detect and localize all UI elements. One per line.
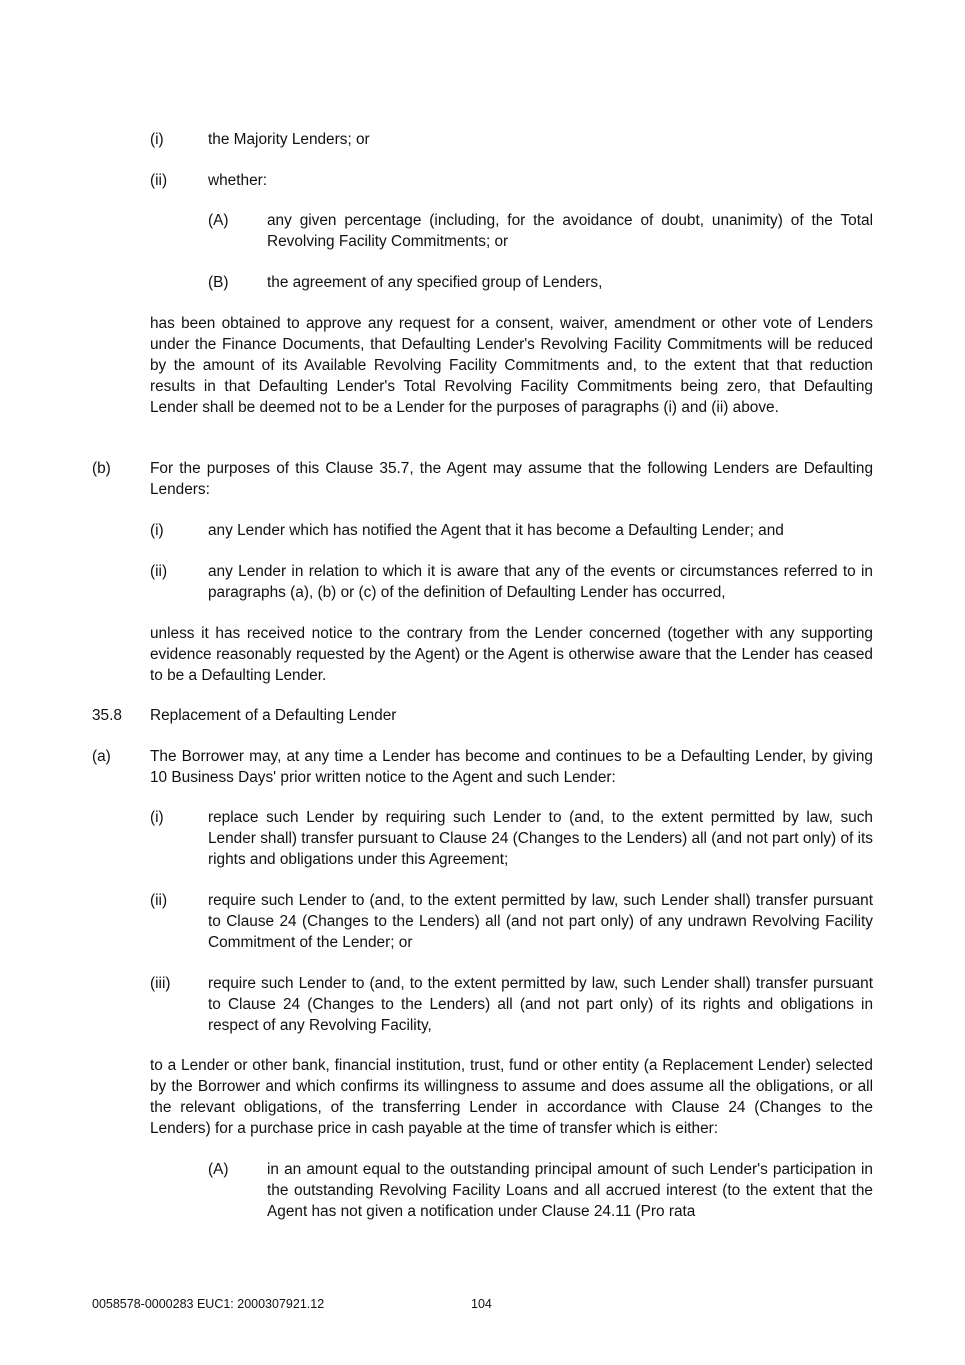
list-item-text: whether:	[208, 172, 268, 189]
section-number: 35.8	[92, 707, 122, 724]
footer-doc-id: 0058578-0000283 EUC1: 2000307921.12	[92, 1297, 325, 1311]
paragraph: has been obtained to approve any request for a consent, waiver, amendment or other vote of Lenders under the Finance Documents, that Defaulting Lender's Revolving Facility Commitments will be reduced by the amount of its Available Revolving Facility Commitments and, to the extent that that reduction results in that Defaulting Lender's Total Revolving Facility Commitments being zero, that Defaulting Lender shall be deemed not to be a Lender for the purposes of paragraphs (i) and (ii) above.	[150, 315, 873, 416]
list-marker: (ii)	[150, 892, 168, 909]
list-marker: (a)	[92, 748, 111, 765]
paragraph: to a Lender or other bank, financial institution, trust, fund or other entity (a Replacement Lender) selected by the Borrower and which confirms its willingness to assume and does assume all the obligations, or all the relevant obligations, of the transferring Lender in accordance with Clause 24 (Changes to the Lenders) for a purchase price in cash payable at the time of transfer which is either:	[150, 1057, 873, 1137]
list-marker: (A)	[208, 212, 229, 229]
list-item-text: the agreement of any specified group of Lenders,	[267, 274, 603, 291]
paragraph: The Borrower may, at any time a Lender has become and continues to be a Defaulting Lender, by giving 10 Business Days' prior written notice to the Agent and such Lender:	[150, 748, 873, 786]
paragraph: unless it has received notice to the contrary from the Lender concerned (together with any supporting evidence reasonably requested by the Agent) or the Agent is otherwise aware that the Lender has ceased to be a Defaulting Lender.	[150, 625, 873, 684]
list-item-text: any Lender which has notified the Agent that it has become a Defaulting Lender; and	[208, 522, 784, 539]
paragraph: For the purposes of this Clause 35.7, the Agent may assume that the following Lenders are Defaulting Lenders:	[150, 460, 873, 498]
list-marker: (B)	[208, 274, 229, 291]
list-marker: (ii)	[150, 563, 168, 580]
list-marker: (b)	[92, 460, 111, 477]
list-marker: (i)	[150, 809, 164, 826]
list-item-text: in an amount equal to the outstanding principal amount of such Lender's participation in the outstanding Revolving Facility Loans and all accrued interest (to the extent that the Agent has not given a notification under Clause 24.11 (Pro rata	[267, 1161, 873, 1220]
list-item-text: any Lender in relation to which it is aware that any of the events or circumstances referred to in paragraphs (a), (b) or (c) of the definition of Defaulting Lender has occurred,	[208, 563, 873, 601]
section-title: Replacement of a Defaulting Lender	[150, 707, 397, 724]
list-item-text: replace such Lender by requiring such Lender to (and, to the extent permitted by law, such Lender shall) transfer pursuant to Clause 24 (Changes to the Lenders) all (and not part only) of its rights and obligations under this Agreement;	[208, 809, 873, 868]
list-marker: (i)	[150, 522, 164, 539]
list-item-text: any given percentage (including, for the avoidance of doubt, unanimity) of the Total Revolving Facility Commitments; or	[267, 212, 873, 250]
list-marker: (i)	[150, 131, 164, 148]
list-item-text: require such Lender to (and, to the extent permitted by law, such Lender shall) transfer pursuant to Clause 24 (Changes to the Lenders) all (and not part only) of any undrawn Revolving Facility Commitment of the Lender; or	[208, 892, 873, 951]
list-item-text: require such Lender to (and, to the extent permitted by law, such Lender shall) transfer pursuant to Clause 24 (Changes to the Lenders) all (and not part only) of its rights and obligations in respect of any Revolving Facility,	[208, 975, 873, 1034]
list-marker: (ii)	[150, 172, 168, 189]
list-item-text: the Majority Lenders; or	[208, 131, 370, 148]
list-marker: (A)	[208, 1161, 229, 1178]
list-marker: (iii)	[150, 975, 171, 992]
page-number: 104	[471, 1297, 492, 1311]
